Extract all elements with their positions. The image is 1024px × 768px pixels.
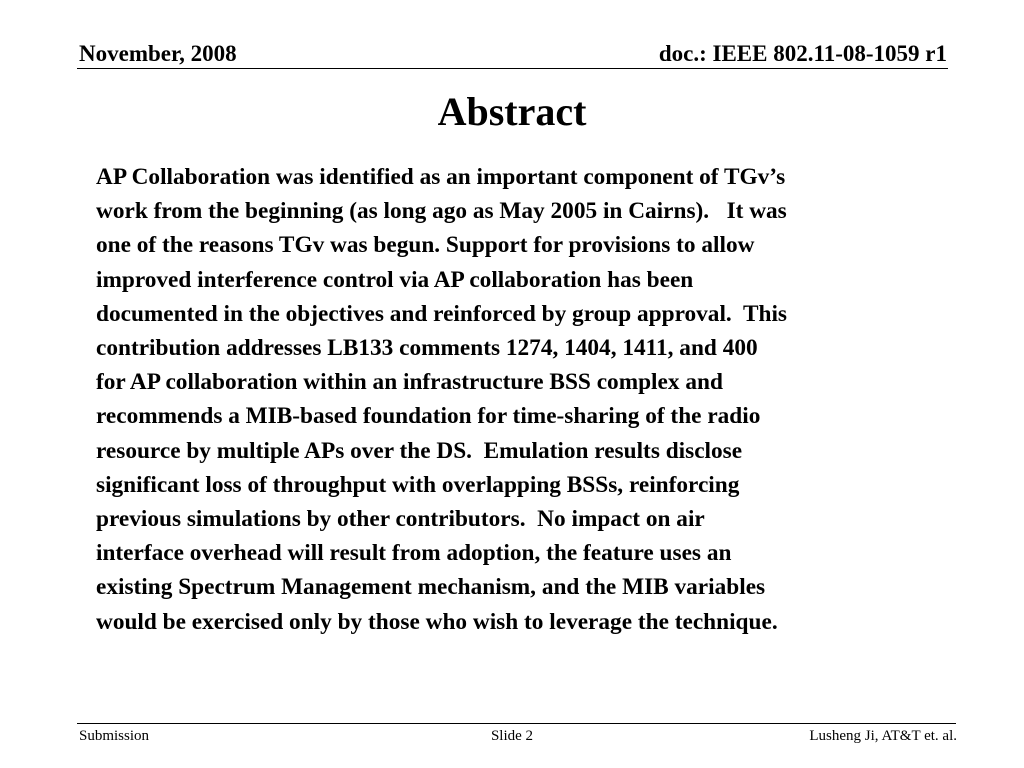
abstract-line: one of the reasons TGv was begun. Support for provisions to allow (96, 232, 755, 259)
abstract-line: work from the beginning (as long ago as May 2005 in Cairns). It was (96, 198, 787, 225)
abstract-line: contribution addresses LB133 comments 1274, 1404, 1411, and 400 (96, 335, 758, 362)
abstract-line: resource by multiple APs over the DS. Emulation results disclose (96, 437, 743, 464)
abstract-line: AP Collaboration was identified as an important component of TGv’s (96, 164, 786, 190)
abstract-line: documented in the objectives and reinforced by group approval. This (96, 300, 788, 327)
footer-submission: Submission (79, 728, 150, 744)
header-doc-id: doc.: IEEE 802.11-08-1059 r1 (658, 41, 947, 66)
abstract-line: for AP collaboration within an infrastructure BSS complex and (96, 369, 723, 396)
abstract-line: significant loss of throughput with overlapping BSSs, reinforcing (96, 471, 740, 498)
header-divider (77, 68, 948, 69)
footer-author: Lusheng Ji, AT&T et. al. (809, 728, 957, 744)
slide-title: Abstract (437, 89, 587, 134)
footer-divider (77, 723, 956, 724)
abstract-line: previous simulations by other contributors. No impact on air (96, 506, 705, 533)
abstract-line: recommends a MIB-based foundation for time-sharing of the radio (96, 403, 761, 430)
header-date: November, 2008 (79, 41, 237, 66)
abstract-line: existing Spectrum Management mechanism, and the MIB variables (96, 574, 766, 601)
abstract-line: interface overhead will result from adoption, the feature uses an (96, 540, 732, 567)
abstract-line: improved interference control via AP collaboration has been (96, 266, 694, 293)
abstract-body (96, 160, 946, 639)
abstract-line: would be exercised only by those who wish to leverage the technique. (96, 608, 778, 635)
footer-slide-number: Slide 2 (490, 728, 534, 744)
